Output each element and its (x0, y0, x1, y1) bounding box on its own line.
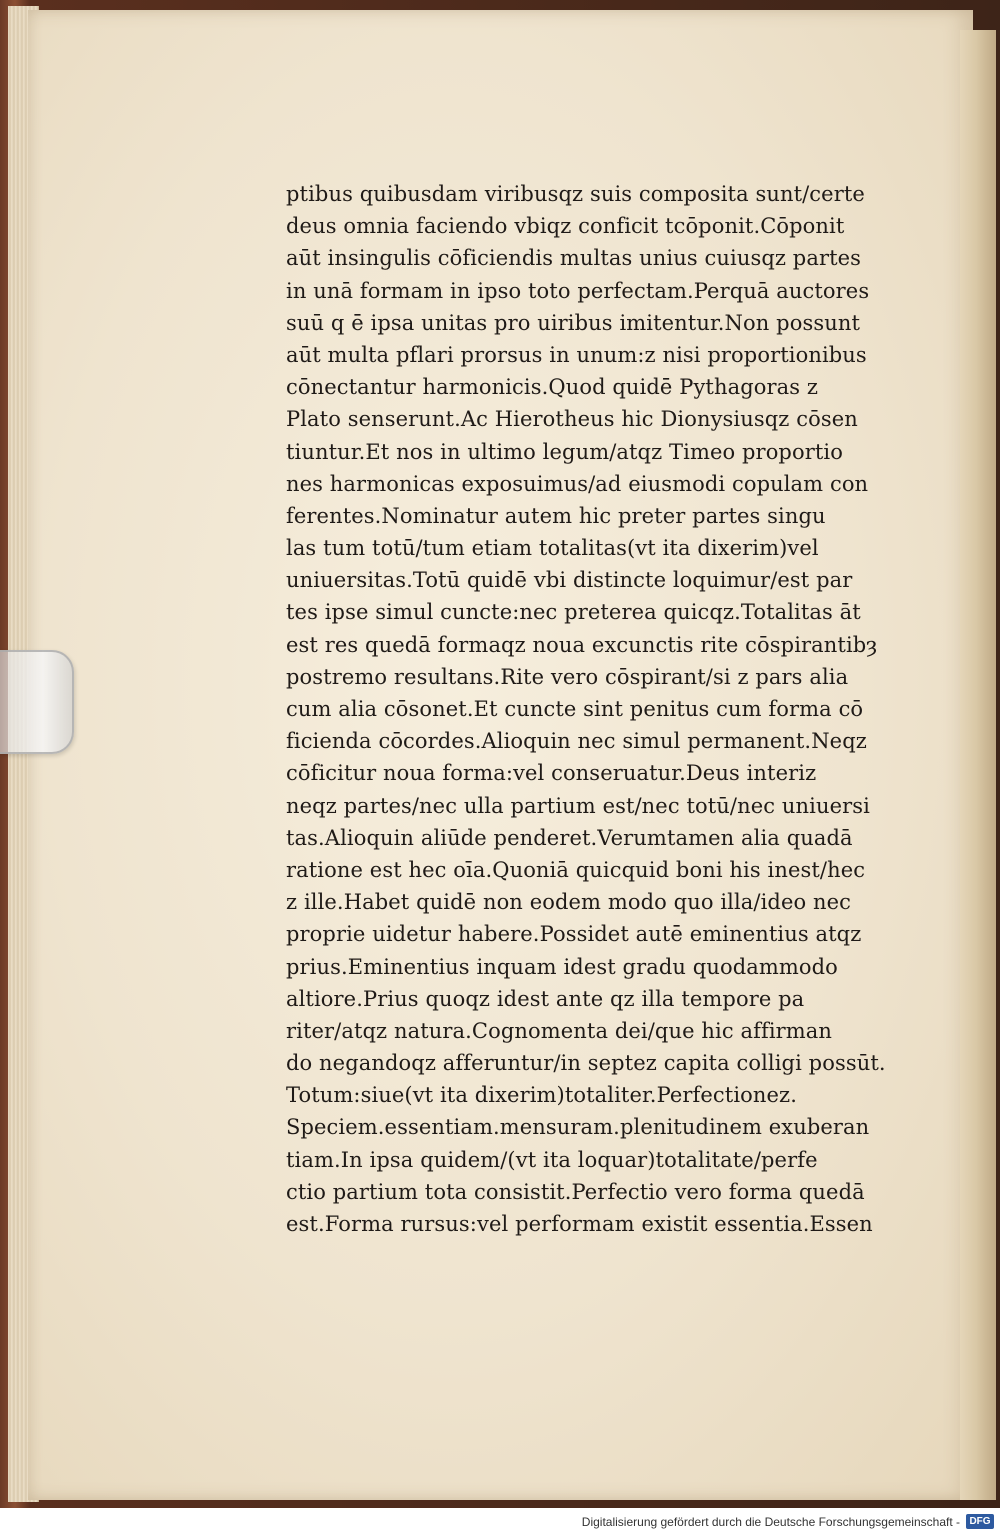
text-line: prius.Eminentius inquam idest gradu quodammodo (286, 954, 838, 979)
text-line: tiam.In ipsa quidem/(vt ita loquar)totalitate/perfe (286, 1147, 818, 1172)
text-line: ferentes.Nominatur autem hic preter partes singu (286, 503, 826, 528)
text-line: ctio partium tota consistit.Perfectio vero forma quedā (286, 1179, 865, 1204)
text-line: cum alia cōsonet.Et cuncte sint penitus cum forma cō (286, 697, 864, 721)
text-line: est.Forma rursus:vel performam existit essentia.Essen (286, 1212, 873, 1236)
text-line: deus omnia faciendo vbiqz conficit tcōponit.Cōponit (286, 214, 845, 239)
text-line: riter/atqz natura.Cognomenta dei/que hic affirman (286, 1018, 833, 1043)
text-line: tes ipse simul cuncte:nec preterea quicqz.Totalitas āt (286, 600, 861, 625)
text-line: cōnectantur harmonicis.Quod quidē Pythagoras z (286, 375, 819, 400)
text-line: tiuntur.Et nos in ultimo legum/atqz Timeo proportio (286, 439, 843, 464)
text-line: tas.Alioquin aliūde penderet.Verumtamen alia quadā (286, 825, 853, 850)
text-line: las tum totū/tum etiam totalitas(vt ita dixerim)vel (286, 536, 819, 561)
dfg-logo: DFG (966, 1514, 994, 1529)
text-line: suū q ē ipsa unitas pro uiribus imitentur.Non possunt (286, 310, 861, 335)
funding-credit: Digitalisierung gefördert durch die Deutsche Forschungsgemeinschaft - (581, 1515, 960, 1529)
text-line: altiore.Prius quoqz idest ante qz illa tempore pa (286, 986, 805, 1011)
incunable-text-block (286, 178, 886, 1240)
text-line: ratione est hec oīa.Quoniā quicquid boni his inest/hec (286, 857, 866, 882)
text-line: z ille.Habet quidē non eodem modo quo illa/ideo nec (286, 890, 852, 915)
text-line: Totum:siue(vt ita dixerim)totaliter.Perfectionez. (286, 1083, 797, 1108)
text-line: uniuersitas.Totū quidē vbi distincte loquimur/est par (286, 568, 853, 593)
text-line: postremo resultans.Rite vero cōspirant/si z pars alia (286, 664, 849, 689)
text-line: cōficitur noua forma:vel conseruatur.Deus interiz (286, 761, 817, 786)
text-line: Plato senserunt.Ac Hierotheus hic Dionysiusqz cōsen (286, 407, 858, 432)
text-line: est res quedā formaqz noua excunctis rite cōspirantibȝ (286, 632, 878, 657)
page-fore-edge (960, 30, 996, 1500)
text-line: in unā formam in ipso toto perfectam.Perquā auctores (286, 278, 870, 303)
text-line: proprie uidetur habere.Possidet autē eminentius atqz (286, 922, 862, 947)
text-line: nes harmonicas exposuimus/ad eiusmodi copulam con (286, 471, 869, 496)
footer-bar (0, 1508, 1000, 1537)
text-line: ptibus quibusdam viribusqz suis composita sunt/certe (286, 182, 865, 206)
text-line: ficienda cōcordes.Alioquin nec simul permanent.Neqz (286, 729, 867, 754)
text-line: aūt multa pflari prorsus in unum:z nisi proportionibus (286, 342, 867, 367)
page-clip (0, 650, 74, 754)
text-line: aūt insingulis cōficiendis multas unius cuiusqz partes (286, 246, 862, 271)
text-line: do negandoqz afferuntur/in septez capita colligi possūt. (286, 1051, 886, 1076)
text-line: Speciem.essentiam.mensuram.plenitudinem exuberan (286, 1115, 870, 1140)
text-line: neqz partes/nec ulla partium est/nec totū/nec uniuersi (286, 793, 870, 818)
